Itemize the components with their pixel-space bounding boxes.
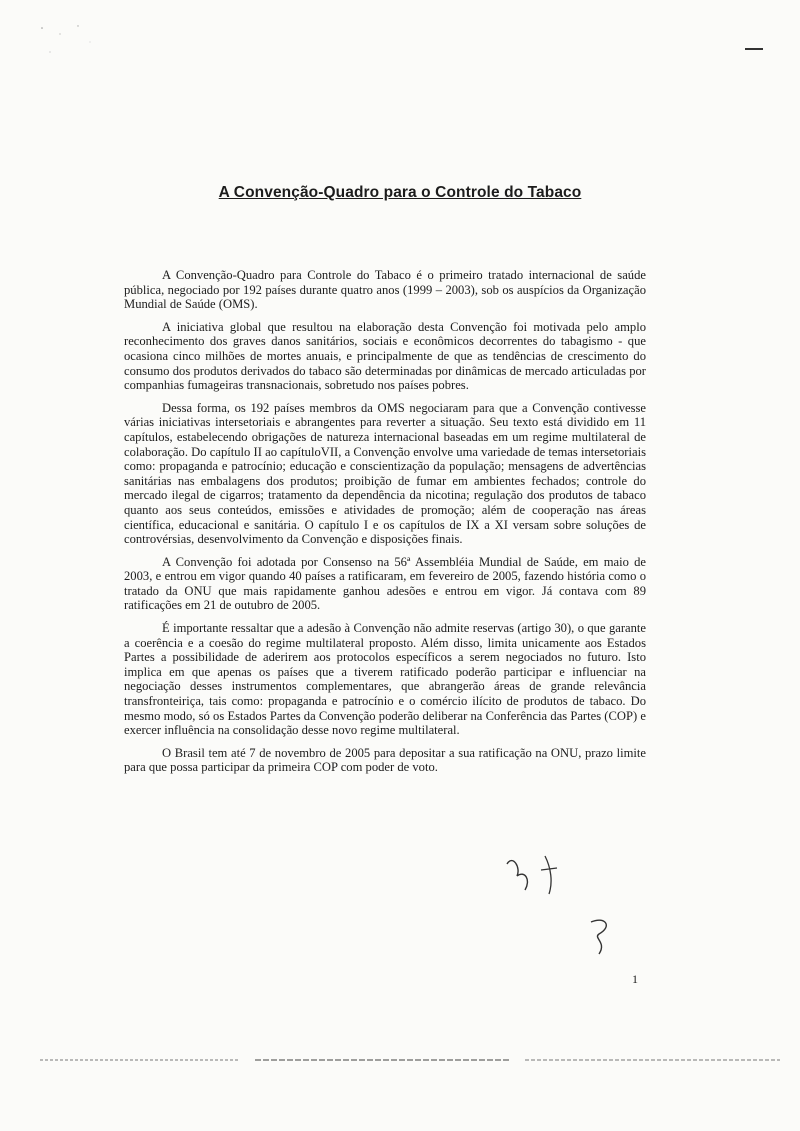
corner-mark bbox=[745, 48, 763, 50]
handwritten-signature bbox=[495, 850, 635, 970]
paragraph-2: A iniciativa global que resultou na elaboração desta Convenção foi motivada pelo amplo reconhecimento dos graves danos sanitários, sociais e econômicos decorrentes do tabagismo - que ocasiona cinco milhões de mortes anuais, e principalmente de que as tendências de crescimento do consumo dos produtos derivados do tabaco são determinadas por dinâmicas de mercado articuladas por companhias fumageiras transnacionais, sobretudo nos países pobres. bbox=[124, 319, 646, 393]
scan-artifact-line bbox=[40, 1058, 780, 1062]
document-title: A Convenção-Quadro para o Controle do Tabaco bbox=[218, 184, 582, 201]
paragraph-4: A Convenção foi adotada por Consenso na 56ª Assembléia Mundial de Saúde, em maio de 2003, e entrou em vigor quando 40 países a ratificaram, em fevereiro de 2005, fazendo história como o tratado da ONU que mais rapidamente ganhou adesões e entrou em vigor. Já contava com 89 ratificações em 21 de outubro de 2005. bbox=[124, 554, 646, 613]
paragraph-3: Dessa forma, os 192 países membros da OMS negociaram para que a Convenção contivesse várias iniciativas intersetoriais e abrangentes para reverter a situação. Seu texto está dividido em 11 capítulos, estabelecendo obrigações de natureza internacional baseadas em um regime multilateral de colaboração. Do capítulo II ao capítuloVII, a Convenção envolve uma variedade de temas intersetoriais como: propaganda e patrocínio; educação e conscientização da população; mensagens de advertências sanitárias nas embalagens dos produtos; proibição de fumar em ambientes fechados; controle do mercado ilegal de cigarros; tratamento da dependência da nicotina; regulação dos produtos de tabaco quanto aos seus conteúdos, emissões e atividades de promoção; além de cooperação nas áreas científica, educacional e sanitária. O capítulo I e os capítulos de IX a XI versam sobre soluções de controvérsias, desenvolvimento da Convenção e disposições finais. bbox=[124, 400, 646, 547]
paragraph-6: O Brasil tem até 7 de novembro de 2005 para depositar a sua ratificação na ONU, prazo limite para que possa participar da primeira COP com poder de voto. bbox=[124, 745, 646, 775]
scan-specks bbox=[30, 20, 110, 80]
paragraph-1: A Convenção-Quadro para Controle do Tabaco é o primeiro tratado internacional de saúde pública, negociado por 192 países durante quatro anos (1999 – 2003), sob os auspícios da Organização Mundial de Saúde (OMS). bbox=[124, 268, 646, 312]
page-number: 1 bbox=[632, 972, 638, 986]
document-body bbox=[124, 268, 646, 783]
paragraph-5: É importante ressaltar que a adesão à Convenção não admite reservas (artigo 30), o que garante a coerência e a coesão do regime multilateral proposto. Além disso, limita unicamente aos Estados Partes a possibilidade de aderirem aos protocolos específicos a serem negociados no futuro. Isto implica em que apenas os países que a tiverem ratificado poderão participar e influenciar na negociação desses instrumentos complementares, que abrangerão áreas de grande relevância transfronteiriça, tais como: propaganda e patrocínio e o comércio ilícito de produtos de tabaco. Do mesmo modo, só os Estados Partes da Convenção poderão deliberar na Conferência das Partes (COP) e exercer influência na consolidação desse novo regime multilateral. bbox=[124, 621, 646, 738]
